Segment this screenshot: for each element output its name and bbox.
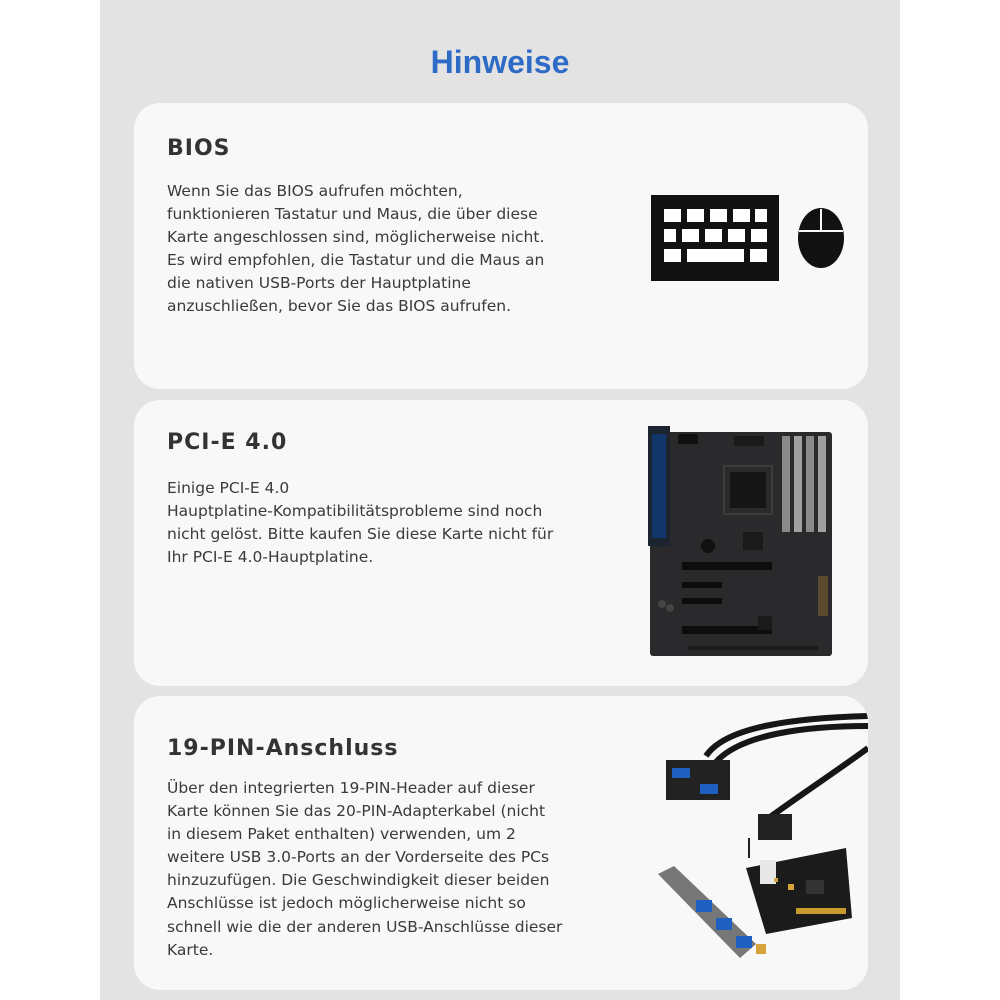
card-heading: BIOS (167, 136, 231, 161)
text-line: Es wird empfohlen, die Tastatur und die Maus an (167, 251, 545, 270)
motherboard-image (648, 426, 834, 658)
card-bios (134, 103, 868, 389)
keyboard-icon (651, 195, 779, 281)
notes-panel (100, 0, 900, 1000)
card-text (167, 477, 553, 569)
text-line: schnell wie die der anderen USB-Anschlüsse dieser (167, 917, 563, 936)
text-line: Über den integrierten 19-PIN-Header auf dieser (167, 779, 535, 797)
text-line: Karte können Sie das 20-PIN-Adapterkabel (nicht (167, 802, 546, 821)
text-line: anzuschließen, bevor Sie das BIOS aufrufen. (167, 297, 511, 316)
text-line: Einige PCI-E 4.0 (167, 479, 290, 497)
text-line: Wenn Sie das BIOS aufrufen möchten, (167, 182, 463, 200)
text-line: Karte angeschlossen sind, möglicherweise nicht. (167, 228, 545, 247)
text-line: hinzuzufügen. Die Geschwindigkeit dieser beiden (167, 871, 550, 890)
card-heading: PCI-E 4.0 (167, 430, 288, 455)
page-title: Hinweise (430, 44, 570, 80)
card-text (167, 180, 544, 319)
text-line: Anschlüsse ist jedoch möglicherweise nicht so (167, 894, 526, 913)
text-line: Hauptplatine-Kompatibilitätsprobleme sind noch (167, 502, 543, 521)
text-line: in diesem Paket enthalten) verwenden, um 2 (167, 825, 516, 844)
card-text (167, 777, 562, 962)
text-line: Ihr PCI-E 4.0-Hauptplatine. (167, 548, 374, 567)
card-19pin (134, 696, 868, 990)
text-line: die nativen USB-Ports der Hauptplatine (167, 274, 471, 293)
mouse-icon (797, 203, 845, 269)
usb-card-image (646, 708, 868, 978)
card-pcie (134, 400, 868, 686)
card-heading: 19-PIN-Anschluss (167, 736, 399, 761)
text-line: weitere USB 3.0-Ports an der Vorderseite des PCs (167, 848, 550, 867)
text-line: Karte. (167, 940, 214, 959)
text-line: nicht gelöst. Bitte kaufen Sie diese Karte nicht für (167, 525, 554, 544)
text-line: funktionieren Tastatur und Maus, die über diese (167, 205, 538, 224)
